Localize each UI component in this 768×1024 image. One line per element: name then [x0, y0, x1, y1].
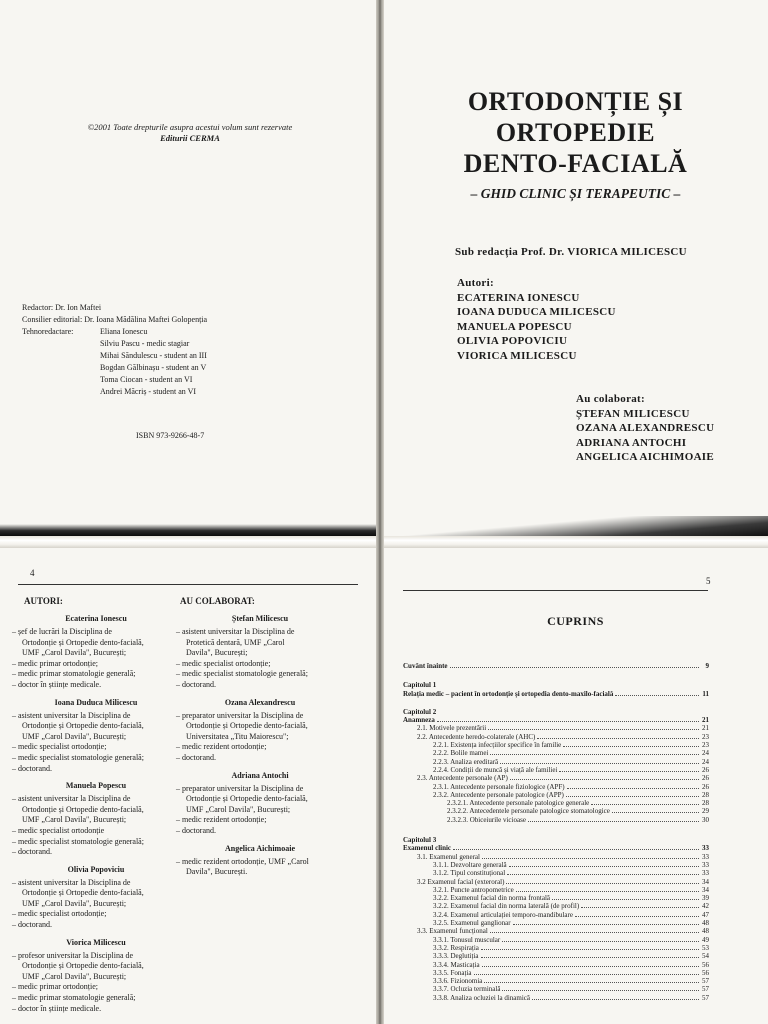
person-name: Ștefan Milicescu [231, 614, 289, 623]
person-detail: – șef de lucrări la Disciplina de [12, 627, 112, 636]
person-detail: – medic rezident ortodonție; [176, 815, 267, 825]
person-name: Angelica Aichimoaie [225, 843, 295, 853]
toc-page-number: 39 [702, 894, 709, 903]
toc-entry [403, 869, 709, 877]
toc-leader-dots [481, 949, 699, 950]
toc-leader-dots [453, 849, 699, 850]
toc-entry [403, 816, 709, 824]
author-name: OLIVIA POPOVICIU [457, 335, 568, 347]
person-name: Ozana Alexandrescu [224, 697, 296, 707]
toc-entry-title: 2.2.1. Existența infecțiilor specifice în familie [433, 741, 562, 750]
collaborator-name: ȘTEFAN MILICESCU [576, 407, 690, 420]
person-detail: – medic primar ortodonție; [12, 982, 98, 992]
person-block [176, 698, 344, 764]
toc-entry [403, 961, 709, 969]
toc-entry-title: Capitolul 2 [403, 707, 437, 716]
authors-block [457, 276, 616, 363]
toc-leader-dots [474, 974, 700, 975]
toc-page-number: 33 [702, 860, 709, 869]
toc-page-number: 26 [702, 782, 709, 791]
person-detail: UMF „Carol Davila", București; [22, 648, 127, 658]
credits-block [22, 302, 207, 398]
person-detail: Ortodonție și Ortopedie dento-facială, [22, 961, 144, 971]
page-number: 4 [30, 568, 35, 578]
person-detail: – asistent universitar la Disciplina de [12, 877, 131, 887]
collaborators-label: Au colaborat: [576, 393, 645, 405]
toc-page-number: 57 [702, 993, 709, 1002]
toc-entry-title: 3.3.6. Fizionomia [433, 977, 483, 986]
authors-heading: AUTORI: [24, 596, 63, 606]
credit-name: Toma Ciocan - student an VI [100, 375, 193, 384]
credit-name: Mihai Săndulescu - student an III [100, 351, 207, 360]
toc-entry-title: 3.2.4. Examenul articulației temporo-mandibulare [433, 910, 573, 919]
toc-entry-title: 2.3.1. Antecedente personale fiziologice (APF) [433, 782, 565, 791]
toc-page-number: 57 [702, 977, 709, 986]
toc-page-number: 29 [702, 807, 709, 816]
toc-entry [403, 944, 709, 952]
credit-line [22, 350, 207, 362]
credit-role: Consilier editorial: Dr. Ioana Mădălina Maftei Golopenția [22, 315, 208, 324]
toc-leader-dots [500, 763, 699, 764]
person-block [12, 781, 180, 858]
toc-entry-title: 3.3.1. Tonusul muscular [433, 935, 501, 944]
collaborator-name: ANGELICA AICHIMOAIE [576, 451, 715, 463]
person-detail: Davila", București; [186, 648, 248, 658]
toc-entry [403, 758, 709, 766]
toc-entry-title: 2.3.2.1. Antecedente personale patologice generale [447, 799, 590, 808]
toc-page-number: 23 [702, 741, 709, 750]
scan-shadow [0, 524, 377, 536]
toc-leader-dots [566, 796, 699, 797]
credit-line [22, 362, 207, 374]
toc-leader-dots [612, 812, 699, 813]
editor-line: Sub redacția Prof. Dr. VIORICA MILICESCU [455, 246, 687, 258]
toc-entry [403, 733, 709, 741]
toc-leader-dots [528, 821, 699, 822]
person-detail: – doctorand. [176, 825, 216, 835]
toc-page-number: 24 [702, 757, 709, 766]
credit-line [22, 314, 207, 326]
header-rule [18, 584, 358, 585]
toc-page-number: 49 [702, 935, 709, 944]
toc-leader-dots [502, 990, 699, 991]
person-block [12, 614, 180, 691]
person-detail: – preparator universitar la Disciplina de [176, 710, 304, 720]
collaborator-name: OZANA ALEXANDRESCU [576, 422, 715, 434]
person-detail: – medic specialist ortodonție; [12, 742, 107, 752]
person-block [176, 771, 344, 837]
page-authors [0, 548, 377, 1024]
collaborators-heading: AU COLABORAT: [180, 596, 255, 606]
toc-entry [403, 886, 709, 894]
toc-leader-dots [481, 957, 700, 958]
toc-entry [403, 749, 709, 757]
credit-name: Andrei Măcriș - student an VI [100, 387, 197, 396]
toc-entry [403, 791, 709, 799]
person-detail: Ortodonție și Ortopedie dento-facială, [22, 888, 144, 898]
toc-entry-title: 3.1.2. Tipul constituțional [433, 869, 506, 878]
toc-page-number: 54 [702, 952, 709, 961]
person-detail: – medic specialist stomatologie generală; [12, 836, 144, 846]
toc-entry-title: Capitolul 3 [403, 836, 437, 845]
toc-leader-dots [509, 866, 699, 867]
person-detail: – medic specialist ortodonție; [12, 909, 107, 919]
toc-leader-dots [563, 746, 699, 747]
toc-entry [403, 894, 709, 902]
scan-fold-horizontal [0, 536, 768, 548]
toc-entry-title: 3.3.4. Masticația [433, 960, 480, 969]
toc-page-number: 47 [702, 910, 709, 919]
toc-page-number: 9 [705, 662, 709, 670]
person-detail: – medic primar ortodonție; [12, 658, 98, 668]
toc-list [403, 654, 709, 1002]
person-detail: – doctorand. [12, 763, 52, 773]
toc-entry-title: Relația medic – pacient în ortodonție și ortopedia dento-maxilo-facială [403, 689, 614, 698]
person-detail: Ortodonție și Ortopedie dento-facială, [22, 637, 144, 647]
author-name: MANUELA POPESCU [457, 320, 572, 333]
toc-page-number: 33 [702, 844, 709, 853]
toc-leader-dots [510, 779, 699, 780]
person-detail: – medic specialist ortodonție; [176, 658, 271, 668]
toc-leader-dots [484, 982, 699, 983]
toc-entry [403, 708, 709, 716]
page-title [383, 0, 768, 536]
person-detail: UMF „Carol Davila", București; [22, 731, 127, 741]
toc-entry-title: 3.2.2. Examenul facial din norma laterală (de profil) [433, 902, 580, 911]
toc-page-number: 33 [702, 869, 709, 878]
toc-page-number: 48 [702, 919, 709, 928]
person-detail: – medic specialist stomatologie generală; [12, 752, 144, 762]
person-name: Viorica Milicescu [66, 937, 126, 947]
toc-entry-title: 2.1. Motivele prezentării [417, 724, 487, 733]
toc-entry-title: Anamneza [403, 716, 435, 725]
person-detail: – doctorand. [12, 847, 52, 857]
credit-line [22, 374, 207, 386]
copyright-line: ©2001 Toate drepturile asupra acestui volum sunt rezervate [87, 122, 293, 132]
collaborators-column [176, 596, 344, 885]
toc-entry-title: 3.2.2. Examenul facial din norma frontală [433, 894, 551, 903]
toc-entry-title: 2.3.2.3. Obiceiurile vicioase [447, 815, 526, 824]
credit-name: Silviu Pascu - medic stagiar [100, 339, 190, 348]
toc-page-number: 26 [702, 765, 709, 774]
toc-entry [403, 919, 709, 927]
toc-entry [403, 844, 709, 852]
toc-page-number: 26 [702, 774, 709, 783]
toc-page-number: 56 [702, 960, 709, 969]
person-detail: – asistent universitar la Disciplina de [12, 710, 131, 720]
header-rule [403, 590, 708, 591]
toc-entry-title: 3.3.5. Fonația [433, 968, 472, 977]
toc-leader-dots [591, 804, 699, 805]
toc-page-number: 30 [702, 815, 709, 824]
person-block [176, 614, 344, 691]
toc-entry [403, 774, 709, 782]
person-detail: – medic primar stomatologie generală; [12, 669, 136, 679]
toc-entry-title: Examenul clinic [403, 844, 452, 853]
book-spine [376, 0, 384, 1024]
person-block [176, 844, 344, 878]
toc-entry [403, 861, 709, 869]
person-detail: – doctorand. [12, 920, 52, 930]
author-name: ECATERINA IONESCU [457, 291, 580, 304]
isbn: ISBN 973-9266-48-7 [136, 431, 205, 440]
author-name: IOANA DUDUCA MILICESCU [457, 306, 616, 318]
toc-entry [403, 662, 709, 670]
toc-entry-title: 3.1.1. Dezvoltare generală [433, 860, 507, 869]
credit-role: Redactor: Dr. Ion Maftei [22, 303, 102, 312]
toc-entry-title: 3.3.2. Respirația [433, 943, 479, 952]
toc-entry-title: Capitolul 1 [403, 681, 437, 690]
toc-entry [403, 724, 709, 732]
person-detail: – asistent universitar la Disciplina de [12, 794, 131, 804]
person-detail: – doctor în științe medicale. [12, 1003, 102, 1013]
author-name: VIORICA MILICESCU [457, 349, 577, 362]
credit-line [22, 302, 207, 314]
toc-page-number: 23 [702, 732, 709, 741]
credit-line [22, 386, 207, 398]
toc-leader-dots [532, 999, 699, 1000]
toc-entry [403, 902, 709, 910]
toc-entry [403, 911, 709, 919]
toc-entry [403, 994, 709, 1002]
credit-role: Tehnoredactare: [22, 327, 74, 336]
person-block [12, 698, 180, 775]
toc-page-number: 21 [702, 724, 709, 733]
toc-leader-dots [513, 924, 699, 925]
toc-page-number: 28 [702, 790, 709, 799]
person-detail: Protetică dentară, UMF „Carol [186, 637, 285, 647]
person-detail: Ortodonție și Ortopedie dento-facială, [186, 721, 308, 731]
toc-entry-title: 2.3. Antecedente personale (AP) [417, 774, 508, 783]
toc-leader-dots [615, 695, 699, 696]
toc-entry-title: 3.3. Examenul funcțional [417, 927, 488, 936]
toc-entry-title: 3.2.1. Puncte antropometrice [433, 885, 514, 894]
toc-page-number: 34 [702, 877, 709, 886]
credit-name: Eliana Ionescu [100, 327, 148, 336]
book-title-line-3: DENTO-FACIALĂ [463, 149, 688, 178]
person-detail: – asistent universitar la Disciplina de [176, 627, 295, 636]
book-title-line-2: ORTOPEDIE [495, 118, 656, 147]
toc-entry [403, 952, 709, 960]
person-detail: – preparator universitar la Disciplina de [176, 783, 304, 793]
collaborator-name: ADRIANA ANTOCHI [576, 436, 687, 449]
person-detail: – doctorand. [176, 752, 216, 762]
toc-entry-title: 2.2. Antecedente heredo-colaterale (AHC) [417, 732, 536, 741]
person-detail: UMF „Carol Davila", București; [22, 971, 127, 981]
toc-entry [403, 716, 709, 724]
book-title-line-1: ORTODONȚIE ȘI [467, 87, 684, 116]
person-detail: Universitatea „Titu Maiorescu"; [186, 731, 289, 741]
toc-leader-dots [506, 883, 699, 884]
toc-leader-dots [490, 932, 699, 933]
toc-page-number: 33 [702, 852, 709, 861]
toc-leader-dots [537, 738, 699, 739]
toc-entry-title: 2.2.3. Analiza ereditară [433, 757, 499, 766]
toc-leader-dots [437, 721, 699, 722]
person-detail: – doctorand. [176, 679, 216, 689]
toc-entry-title: 2.3.2. Antecedente personale patologice (APP) [433, 790, 564, 799]
toc-entry-title: 3.1. Examenul general [417, 852, 480, 861]
person-detail: – medic primar stomatologie generală; [12, 993, 136, 1003]
toc-leader-dots [490, 754, 699, 755]
toc-page-number: 48 [702, 927, 709, 936]
toc-entry [403, 969, 709, 977]
toc-page-number: 34 [702, 885, 709, 894]
page-contents [383, 548, 768, 1024]
toc-leader-dots [488, 729, 699, 730]
toc-page-number: 21 [702, 716, 709, 725]
book-subtitle: – GHID CLINIC ȘI TERAPEUTIC – [470, 186, 681, 201]
toc-entry [403, 690, 709, 698]
person-name: Adriana Antochi [231, 770, 289, 780]
toc-entry [403, 853, 709, 861]
toc-page-number: 24 [702, 749, 709, 758]
toc-entry-title: 3.3.7. Ocluzia terminală [433, 985, 501, 994]
toc-page-number: 56 [702, 968, 709, 977]
person-detail: Ortodonție și Ortopedie dento-facială, [22, 804, 144, 814]
person-detail: Ortodonție și Ortopedie dento-facială, [186, 794, 308, 804]
authors-column [12, 596, 180, 1021]
person-detail: Ortodonție și Ortopedie dento-facială, [22, 721, 144, 731]
credit-name: Bogdan Gălbinașu - student an V [100, 363, 207, 372]
person-detail: – medic rezident ortodonție, UMF „Carol [176, 856, 309, 866]
toc-leader-dots [516, 891, 699, 892]
person-name: Ioana Duduca Milicescu [54, 697, 138, 707]
toc-entry [403, 977, 709, 985]
person-detail: UMF „Carol Davila", București; [186, 804, 291, 814]
toc-page-number: 11 [702, 689, 709, 698]
toc-entry-title: 3.2.5. Examenul ganglionar [433, 919, 511, 928]
person-detail: Davila", București. [186, 867, 248, 877]
toc-entry [403, 741, 709, 749]
toc-page-number: 42 [702, 902, 709, 911]
person-detail: UMF „Carol Davila", București; [22, 898, 127, 908]
person-detail: – profesor universitar la Disciplina de [12, 950, 134, 960]
toc-entry [403, 799, 709, 807]
toc-entry [403, 681, 709, 689]
toc-entry [403, 836, 709, 844]
toc-entry-title: 2.3.2.2. Antecedentele personale patologice stomatologice [447, 807, 610, 816]
authors-label: Autori: [457, 277, 494, 289]
person-detail: – medic rezident ortodonție; [176, 742, 267, 752]
toc-leader-dots [502, 941, 699, 942]
toc-page-number: 28 [702, 799, 709, 808]
person-detail: – doctor în științe medicale. [12, 679, 102, 689]
page-number: 5 [706, 576, 711, 586]
toc-entry-title: 3.2 Examenul facial (exteroral) [417, 877, 505, 886]
person-name: Ecaterina Ionescu [65, 614, 127, 623]
toc-entry [403, 936, 709, 944]
contents-heading: CUPRINS [547, 614, 604, 628]
scan-shadow [383, 516, 768, 536]
toc-page-number: 53 [702, 943, 709, 952]
toc-entry [403, 783, 709, 791]
person-name: Manuela Popescu [65, 781, 127, 791]
toc-entry [403, 985, 709, 993]
toc-page-number: 57 [702, 985, 709, 994]
toc-entry-title: 3.3.8. Analiza ocluziei la dinamică [433, 993, 530, 1002]
collaborators-block [576, 392, 714, 465]
person-block [12, 938, 180, 1015]
person-block [12, 865, 180, 931]
toc-entry-title: 2.2.4. Condiții de muncă și viață ale familiei [433, 765, 558, 774]
page-copyright [0, 0, 377, 536]
publisher-line: Editurii CERMA [160, 133, 220, 143]
toc-leader-dots [575, 916, 699, 917]
person-detail: UMF „Carol Davila", București; [22, 815, 127, 825]
person-detail: – medic specialist stomatologie generală; [176, 669, 308, 679]
person-name: Olivia Popoviciu [67, 864, 125, 874]
toc-leader-dots [507, 874, 699, 875]
toc-leader-dots [581, 907, 699, 908]
toc-entry-title: 2.2.2. Bolile mamei [433, 749, 489, 758]
toc-entry [403, 878, 709, 886]
toc-entry-title: 3.3.3. Deglutiția [433, 952, 479, 961]
toc-entry [403, 766, 709, 774]
toc-leader-dots [567, 788, 699, 789]
toc-leader-dots [552, 899, 699, 900]
toc-leader-dots [482, 858, 699, 859]
toc-leader-dots [559, 771, 699, 772]
toc-leader-dots [450, 667, 699, 668]
toc-leader-dots [482, 966, 699, 967]
credit-line [22, 326, 207, 338]
toc-entry [403, 927, 709, 935]
credit-line [22, 338, 207, 350]
toc-entry-title: Cuvânt înainte [403, 662, 448, 670]
toc-entry [403, 807, 709, 815]
person-detail: – medic specialist ortodonție [12, 825, 105, 835]
